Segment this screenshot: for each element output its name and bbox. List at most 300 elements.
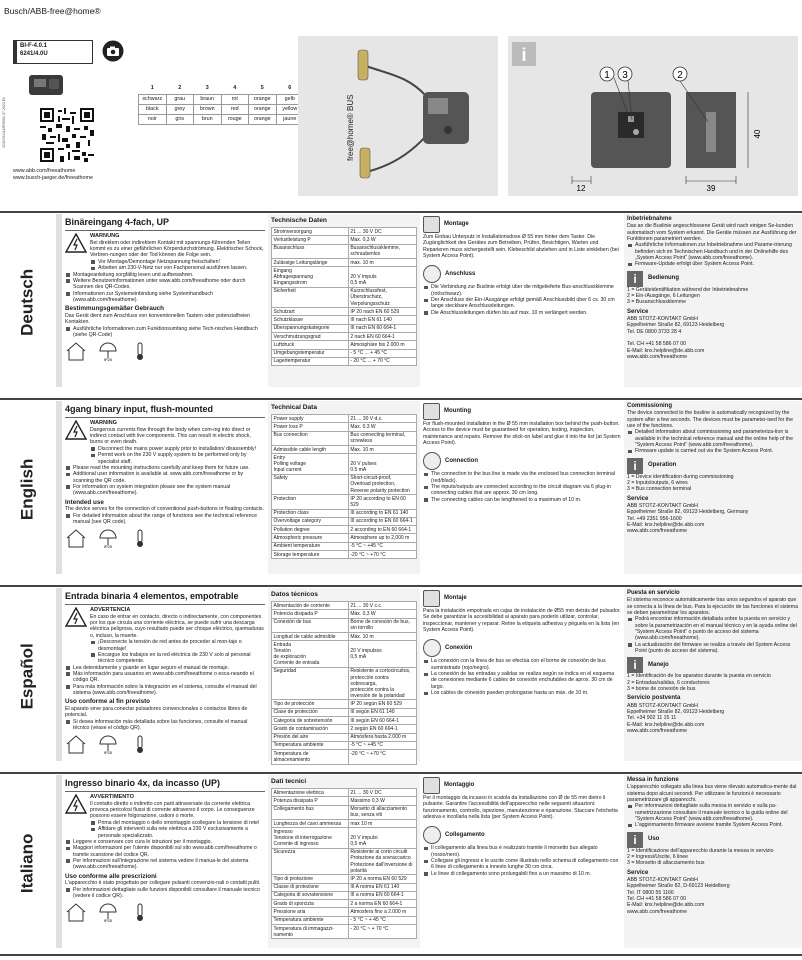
color-cell: rouge: [221, 114, 249, 124]
connection-list: [423, 284, 621, 316]
spec-label: Umgebungstemperatur: [272, 349, 349, 357]
section-rule: [0, 772, 802, 774]
list-item: La conexión con la línea de bus se efectúa con el borne de conexión de bus suministrado (rojo/negro).: [423, 658, 621, 671]
indoor-house-icon: [65, 528, 87, 548]
text-line: www.abb.com/freeathome: [627, 728, 687, 735]
table-row: [272, 509, 417, 517]
spec-label: Protection: [272, 495, 349, 509]
warning-block: [65, 233, 265, 272]
intended-use-text: El aparato sirve para conectar pulsadores convencionales o contactos libres de potencial.: [65, 705, 248, 719]
general-bullet-list: [65, 665, 265, 697]
text-line: 3 = Busanschlussklemme: [627, 299, 686, 306]
col-number: 6: [288, 85, 292, 92]
service-lines: [627, 316, 799, 360]
text-line: 2 = Entradas/salidas, 6 conductores: [627, 679, 710, 686]
spec-value: Bus connecting terminal, screwless: [348, 431, 416, 445]
spec-label: Verschmutzungsgrad: [272, 333, 349, 341]
commissioning-text: The device connected to the busline is automatically recognized by the system after a few seconds. The devices must be parameter-ised for the use of the functions.: [627, 410, 793, 429]
warning-icon: [65, 233, 87, 253]
table-row: [272, 316, 417, 324]
text-line: 3 = Morsetto di allacciamento bus: [627, 860, 705, 867]
text-line: E-Mail: knx.helpline@de.abb.com: [627, 522, 705, 529]
section-deutsch: [0, 214, 802, 387]
table-row: [272, 454, 417, 474]
warning-icon: [65, 607, 87, 627]
text-line: 1 = Device identification during commissioning: [627, 473, 734, 480]
operation-lines: [627, 673, 799, 692]
list-item: Prima del montaggio o dello smontaggio scollegare la tensione di rete!: [90, 820, 265, 826]
indoor-house-icon: [65, 341, 87, 361]
commissioning-heading: Puesta en servicio: [627, 590, 680, 596]
spec-label: Temperatura de almacenamiento: [272, 750, 349, 764]
general-column: [62, 588, 268, 761]
svg-text:IP20: IP20: [103, 918, 113, 923]
text-line: 2 = Ein-/Ausgänge, 6 Leitungen: [627, 293, 700, 300]
mounting-text: For flush-mounted installation in the Ø 55 mm installation box behind the push-button. Access to the device must be guaranteed for operation, testing, inspection, maintenance and repairs. Remove the stick-on label and glue it into the list (at System Access Point).: [423, 421, 621, 447]
bus-label: free@home® BUS: [346, 94, 355, 161]
color-cell: orange: [249, 114, 277, 124]
service-heading: Service: [627, 495, 649, 502]
list-item: Informationen zur Systemeinbindung siehe Systemhandbuch (www.abb.com/freeathome).: [65, 291, 265, 304]
spec-value: 21 ... 30 V c.c.: [348, 602, 416, 610]
mounting-icon: [423, 216, 440, 233]
language-name: English: [17, 458, 37, 521]
section-title: Binäreingang 4-fach, UP: [65, 216, 265, 231]
text-line: 3 = borne de conexión de bus: [627, 686, 696, 693]
spec-label: Power loss P: [272, 423, 349, 431]
spec-value: Max. 0.3 W: [348, 423, 416, 431]
svg-text:IP20: IP20: [103, 544, 113, 549]
text-line: ABB STOTZ-KONTAKT GmbH: [627, 702, 698, 709]
list-item: Le linee di collegamento sono prolungabili fino a un massimo di 10 m.: [423, 871, 621, 877]
operation-lines: [627, 474, 799, 493]
operation-heading: Uso: [648, 836, 660, 843]
spec-value: -5 °C ~ +45 °C: [348, 741, 416, 749]
list-item: Los cables de conexión pueden prolongarse hasta un máx. de 10 m.: [423, 690, 621, 696]
spec-label: Temperatura di immagazzi-namento: [272, 924, 349, 938]
list-item: Additional user information is available at. www.abb.com/freeathome or by scanning the QR code.: [65, 471, 265, 484]
spec-value: III según EN 61 140: [348, 708, 416, 716]
list-item: Detailed information about commissioning and parameteriza-tion is available in the technical reference manual and the online help of the "System Access Point" (www.abb.com/freeathome).: [627, 429, 799, 448]
operation-lines: [627, 848, 799, 867]
service-block: [627, 309, 799, 361]
text-line: E-Mail: knx.helpline@de.abb.com: [627, 721, 705, 728]
spec-label: Überspannungskategorie: [272, 324, 349, 332]
color-cell: grau: [166, 94, 194, 104]
operation-heading-row: [627, 657, 799, 673]
general-bullet-list: [65, 839, 265, 871]
spec-label: Potencia disipada P: [272, 610, 349, 618]
table-row: [272, 789, 417, 797]
intended-use-text: Das Gerät dient zum Anschluss von konventionellen Tastern oder potenzialfreien Kontakten.: [65, 312, 251, 326]
spec-label: Tipo di protezione: [272, 875, 349, 883]
spec-label: Categoria di sovratensione: [272, 891, 349, 899]
mounting-text: Zum Einbau Unterputz in Installationsdose Ø 55 mm hinter dem Taster. Die Zugänglichkeit des Gerätes zum Betreiben, Prüfen, Besichtigen, Warten und Reparieren muss sichergestellt sein. Klebeschild abziehen und in Liste einkleben (bei System Access Point).: [423, 234, 619, 260]
commissioning-column: [624, 214, 802, 387]
connection-heading: Conexión: [445, 644, 473, 651]
list-item: Der Anschluss der Ein-/Ausgänge erfolgt gemäß Anschlussbild über 6 cs. 30 cm lange steckbare Anschlussleitungen.: [423, 297, 621, 310]
pictogram-row: [65, 528, 265, 548]
text-line: 2 = Ingressi/Uscite, 6 linee: [627, 854, 688, 861]
table-row: [272, 550, 417, 558]
service-block: [627, 695, 799, 734]
color-cell: gelb: [276, 94, 304, 104]
spec-label: Lunghezza del cavo ammessa: [272, 819, 349, 827]
list-item: Más información para usuarios en www.abb.com/freeathome o esca-neando el código QR.: [65, 671, 265, 684]
page-title: Busch/ABB-free@home®: [4, 6, 101, 16]
intended-use-list: [65, 326, 265, 339]
spec-label: Storage temperature: [272, 550, 349, 558]
spec-value: 2 nach EN 60 664-1: [348, 333, 416, 341]
spec-value: Borne de conexión de bus, sin tornillo: [348, 618, 416, 632]
list-item: Leggere e conservare con cura le istruzioni per il montaggio.: [65, 839, 265, 845]
text-line: Tel. CH +41 58 586 07 00: [627, 341, 686, 348]
col-number: 4: [233, 85, 237, 92]
mounting-heading-row: [423, 403, 621, 420]
table-row: [272, 495, 417, 509]
mounting-icon: [423, 777, 440, 794]
table-row: [272, 883, 417, 891]
table-row: [272, 349, 417, 357]
bottom-rule: [0, 954, 802, 956]
general-column: [62, 401, 268, 574]
table-row: [272, 900, 417, 908]
table-row: [272, 228, 417, 236]
indoor-house-icon: [65, 734, 87, 754]
language-name: Deutsch: [17, 268, 37, 336]
list-item: Disconnect the mains power supply prior to installation/ disassembly!: [90, 446, 265, 452]
color-cell: schwarz: [139, 94, 167, 104]
list-item: Collegare gli ingressi e le uscite come illustrato nello schema di collegamento con 6 linee di collegamento a innesto lunghe 30 cm circa.: [423, 858, 621, 871]
commissioning-heading: Messa in funzione: [627, 777, 679, 783]
language-label: [0, 214, 56, 387]
mounting-heading-row: [423, 590, 621, 607]
warning-list: [90, 446, 265, 465]
spec-label: Temperatura ambiente: [272, 916, 349, 924]
warning-body: En caso de entrar en contacto, directo o indirectamente, con componentes por los que circula una corriente eléctrica, se puede sufrir una descarga eléctrica peligrosa, cuyo resultado puede ser choque eléctrico, quemaduras o, incluso, la muerte.: [90, 613, 264, 639]
connection-heading-row: [423, 826, 621, 844]
warning-text: [90, 607, 265, 665]
spec-label: Presión del aire: [272, 733, 349, 741]
spec-value: Atmosphere up to 2,000 m: [348, 534, 416, 542]
temperature-icon: [129, 528, 151, 548]
table-row: [272, 244, 417, 258]
spec-value: IP 20 nach EN 60 529: [348, 308, 416, 316]
section-rule: [0, 585, 802, 587]
text-line: www.abb.com/freeathome: [627, 908, 687, 915]
warning-icon: [65, 420, 87, 440]
spec-value: III nach EN 60 664-1: [348, 324, 416, 332]
dimension-drawing: [508, 36, 798, 196]
table-row: [272, 474, 417, 494]
warning-heading: WARNING: [90, 419, 118, 426]
url-busch-jaeger[interactable]: www.busch-jaeger.de/freeathome: [13, 175, 94, 182]
warning-text: [90, 233, 265, 272]
mounting-icon: [423, 590, 440, 607]
spec-label: Protection class: [272, 509, 349, 517]
temperature-icon: [129, 734, 151, 754]
text-line: E-Mail: knx.helpline@de.abb.com: [627, 347, 705, 354]
spec-value: - 5 °C ~ + 45 °C: [348, 916, 416, 924]
list-item: L'aggiornamento firmware avviene tramite System Access Point.: [627, 822, 799, 828]
operation-heading-row: [627, 458, 799, 474]
list-item: Die Anschlussleitungen dürfen bis auf max. 10 m verlängert werden.: [423, 310, 621, 316]
spec-label: Potenza dissipata P: [272, 797, 349, 805]
svg-text:IP20: IP20: [103, 357, 113, 362]
color-cell: brown: [194, 104, 222, 114]
table-row: [272, 341, 417, 349]
spec-value: max 10 m: [348, 819, 416, 827]
mounting-heading: Mounting: [444, 407, 471, 414]
spec-value: Short-circuit-proof, Overload protection, Reverse polarity protection: [348, 474, 416, 494]
table-row: [272, 415, 417, 423]
table-row: [272, 534, 417, 542]
list-item: Arbeiten am 230-V-Netz nur von Fachpersonal ausführen lassen.: [90, 265, 265, 271]
table-row: [272, 708, 417, 716]
spec-label: Alimentazione elettrica: [272, 789, 349, 797]
table-row: [272, 797, 417, 805]
connection-heading: Collegamento: [445, 831, 485, 838]
list-item: Weitere Benutzerinformationen unter www.abb.com/freeathome oder durch Scannen des QR-Codes.: [65, 278, 265, 291]
spec-value: - 20 °C ... + 70 °C: [348, 357, 416, 365]
table-row: [272, 287, 417, 307]
section-italiano: [0, 775, 802, 948]
operation-heading-row: [627, 271, 799, 287]
spec-value: - 5 °C ... + 45 °C: [348, 349, 416, 357]
spec-label: Entry Polling voltage Input current: [272, 454, 349, 474]
spec-label: Lagertemperatur: [272, 357, 349, 365]
spec-value: 21 ... 30 V DC: [348, 228, 416, 236]
spec-value: -5 °C ~ +45 °C: [348, 542, 416, 550]
section-english: [0, 401, 802, 574]
service-block: [627, 870, 799, 915]
table-row: [272, 517, 417, 525]
spec-label: Conexión de bus: [272, 618, 349, 632]
intended-use-list: [65, 513, 265, 526]
list-item: Para más información sobre la integración en el sistema, consulte el manual del sistema (www.abb.com/freeathome).: [65, 684, 265, 697]
color-cell: braun: [194, 94, 222, 104]
spec-value: 21 ... 30 V d.c.: [348, 415, 416, 423]
col-number: 2: [178, 85, 182, 92]
pictogram-row: [65, 341, 265, 361]
dim-40: 40: [753, 129, 762, 139]
spec-label: Schutzart: [272, 308, 349, 316]
tech-data-heading: Datos técnicos: [271, 591, 318, 598]
service-lines: [627, 877, 799, 915]
text-line: ABB STOTZ-KONTAKT GmbH: [627, 316, 698, 323]
section-title: Entrada binaria 4 elementos, empotrable: [65, 590, 265, 605]
spec-label: Entrada Tensión de exploración Corriente de entrada: [272, 641, 349, 668]
callout-2: 2: [677, 70, 683, 81]
text-line: 1 = Identificazione dell'apparecchio durante la messa in servizio: [627, 847, 774, 854]
text-line: 2 = Inputs/outputs, 6 wires: [627, 480, 688, 487]
spec-value: Busanschlussklemme, schraubenlos: [348, 244, 416, 258]
spec-value: IP 20 a norma EN 60 529: [348, 875, 416, 883]
general-column: [62, 775, 268, 948]
indoor-house-icon: [65, 902, 87, 922]
section-title: 4gang binary input, flush-mounted: [65, 403, 265, 418]
warning-icon: [65, 794, 87, 814]
table-row: [272, 526, 417, 534]
spec-label: Verlustleistung P: [272, 236, 349, 244]
spec-value: IP 20 according to EN 60 529: [348, 495, 416, 509]
qr-code-icon: [40, 108, 94, 162]
connection-heading: Connection: [445, 457, 478, 464]
table-row: [272, 632, 417, 640]
text-line: www.abb.com/freeathome: [627, 528, 687, 535]
color-cell: orange: [249, 104, 277, 114]
spec-value: 2 a norma EN 60 664-1: [348, 900, 416, 908]
list-item: The connecting cables can be lengthened to a maximum of 10 m.: [423, 497, 621, 503]
spec-value: Massimo 0,3 W: [348, 797, 416, 805]
table-row: [272, 828, 417, 848]
commissioning-heading: Inbetriebnahme: [627, 216, 672, 222]
commissioning-column: [624, 775, 802, 948]
connection-heading: Anschluss: [445, 270, 476, 277]
list-item: Ausführliche Informationen zur Inbetriebnahme und Parame-trierung befinden sich im Technischen Handbuch und in der Onlinehilfe des „System Access Point“ (www.abb.com/freeathome).: [627, 242, 799, 261]
spec-label: Safety: [272, 474, 349, 494]
spec-value: - 20 °C ~ + 70 °C: [348, 924, 416, 938]
language-name: Italiano: [17, 833, 37, 894]
svg-text:IP20: IP20: [103, 750, 113, 755]
service-heading: Service: [627, 308, 649, 315]
color-row-en: [139, 104, 304, 114]
spec-label: Tipo de protección: [272, 700, 349, 708]
spec-label: Clase de protección: [272, 708, 349, 716]
spec-value: III according to EN 60 664-1: [348, 517, 416, 525]
connection-icon: [423, 452, 441, 470]
service-lines: [627, 503, 799, 535]
connection-list: [423, 471, 621, 503]
table-row: [272, 908, 417, 916]
connection-heading-row: [423, 639, 621, 657]
list-item: Lea detenidamente y guarde en lugar seguro el manual de montaje.: [65, 665, 265, 671]
spec-value: 20 V pulses 0.5 mA: [348, 454, 416, 474]
spec-label: Zulässige Leitungslänge: [272, 258, 349, 266]
service-heading: Service: [627, 869, 649, 876]
commissioning-text: L'apparecchio collegato alla linea bus viene rilevato automatica-mente dal sistema dopo alcuni secondi. Per utilizzare le funzioni è necessario parametrizzare gli apparecchi.: [627, 784, 797, 803]
commissioning-list: [627, 616, 799, 654]
spec-value: Max. 10 m: [348, 445, 416, 453]
spec-label: Grado di sporcizia: [272, 900, 349, 908]
table-row: [272, 618, 417, 632]
service-heading: Servicio postventa: [627, 695, 681, 702]
url-abb[interactable]: www.abb.com/freeathome: [13, 168, 76, 174]
spec-value: IP 20 según EN 60 529: [348, 700, 416, 708]
list-item: Maggiori informazioni per l'utente disponibili sul sito www.abb.com/freeathome o tramite scansione del codice QR.: [65, 845, 265, 858]
spec-label: Power supply: [272, 415, 349, 423]
table-row: [272, 445, 417, 453]
table-row: [272, 875, 417, 883]
spec-value: Máx. 10 m: [348, 632, 416, 640]
callout-1: 1: [604, 70, 610, 81]
spec-label: Pressione aria: [272, 908, 349, 916]
mounting-heading: Montaje: [444, 594, 467, 601]
ip20-umbrella-icon: [97, 528, 119, 548]
list-item: Per informazioni dettagliate sulle funzioni disponibili consultare il manuale tecnico (vedere il codice QR).: [65, 887, 265, 900]
table-row: [272, 741, 417, 749]
text-line: Tel. DE 0800 3733 28 4: [627, 328, 682, 335]
language-label: [0, 588, 56, 761]
tech-data-table: [271, 414, 417, 559]
tech-data-table: [271, 601, 417, 765]
spec-label: Busanschluss: [272, 244, 349, 258]
intended-use-list: [65, 887, 265, 900]
wire-color-table: [138, 84, 304, 125]
connection-list: [423, 845, 621, 877]
language-label: [0, 775, 56, 948]
table-row: [272, 891, 417, 899]
color-cell: noir: [139, 114, 167, 124]
spec-label: Sicherheit: [272, 287, 349, 307]
general-bullet-list: [65, 465, 265, 497]
intended-use-heading: Intended use: [65, 498, 104, 506]
spec-value: Morsetto di allacciamento bus, senza viti: [348, 805, 416, 819]
list-item: ¡Desconecte la tensión de red antes de proceder al mon-taje o desmontaje!: [90, 639, 265, 652]
table-row: [272, 236, 417, 244]
list-item: La actualización del firmware se realiza a través del System Access Point (punto de acceso del sistema).: [627, 642, 799, 655]
spec-label: Luftdruck: [272, 341, 349, 349]
mounting-icon: [423, 403, 440, 420]
table-row: [272, 717, 417, 725]
table-row: [272, 357, 417, 365]
text-line: 1 = Identificación de los aparatos durante la puesta en servicio: [627, 673, 771, 680]
list-item: Per informazioni sull'integrazione nel sistema vedere il manua-le del sistema (www.abb.com/freeathome).: [65, 858, 265, 871]
tech-data-heading: Technical Data: [271, 404, 318, 411]
list-item: Affidare gli interventi sulla rete elettrica a 230 V esclusivamente a personale specializzato.: [90, 826, 265, 839]
ip20-umbrella-icon: [97, 341, 119, 361]
commissioning-list: [627, 242, 799, 267]
spec-label: Classe di protezione: [272, 883, 349, 891]
table-row: [272, 805, 417, 819]
color-cell: yellow: [276, 104, 304, 114]
spec-label: Bus connection: [272, 431, 349, 445]
spec-label: Pollution degree: [272, 526, 349, 534]
model-box: [13, 40, 93, 64]
spec-value: III a norma EN 60 664-1: [348, 891, 416, 899]
spec-label: Overvoltage category: [272, 517, 349, 525]
spec-label: Categoría de sobretensión: [272, 717, 349, 725]
spec-label: Ingresso Tensione di interrogazione Corrente di ingresso: [272, 828, 349, 848]
warning-heading: AVVERTIMENTO: [90, 793, 134, 800]
tech-data-column: [268, 401, 420, 574]
tech-data-column: [268, 588, 420, 761]
model-line-2: 6241/4.0U: [20, 50, 48, 57]
table-row: [272, 750, 417, 764]
spec-value: Máx. 0,3 W: [348, 610, 416, 618]
table-row: [272, 641, 417, 668]
spec-value: 21 ... 30 V DC: [348, 789, 416, 797]
text-line: 1 = Geräteidentifikation während der Inbetriebnahme: [627, 286, 749, 293]
table-row: [272, 667, 417, 700]
section-español: [0, 588, 802, 761]
commissioning-column: [624, 588, 802, 761]
ip20-umbrella-icon: [97, 734, 119, 754]
install-column: [420, 588, 624, 761]
list-item: Per informazioni dettagliate sulla messa in servizio e sulla pa-rametrizzazione consultare il manuale tecnico o la guida online del "System Access Point" (www.abb.com/freeathome).: [627, 803, 799, 822]
service-block: [627, 496, 799, 535]
text-line: Eppelheimer Straße 82, 69123 Heidelberg: [627, 709, 725, 716]
warning-block: [65, 420, 265, 465]
table-row: [272, 542, 417, 550]
scan-camera-icon: [102, 40, 124, 62]
dimension-panel: [508, 36, 798, 196]
commissioning-text: Das an die Buslinie angeschlossene Gerät wird nach einigen Se-kunden automatisch vom System erkannt. Die Geräte müssen zur Ausführung der Funktionen parametriert werden.: [627, 223, 797, 242]
text-line: ABB STOTZ-KONTAKT GmbH: [627, 503, 698, 510]
spec-label: Alimentación de corriente: [272, 602, 349, 610]
list-item: Montageanleitung sorgfältig lesen und aufbewahren.: [65, 272, 265, 278]
text-line: Eppelheimer Straße 82, 69123 Heidelberg, Germany: [627, 509, 749, 516]
